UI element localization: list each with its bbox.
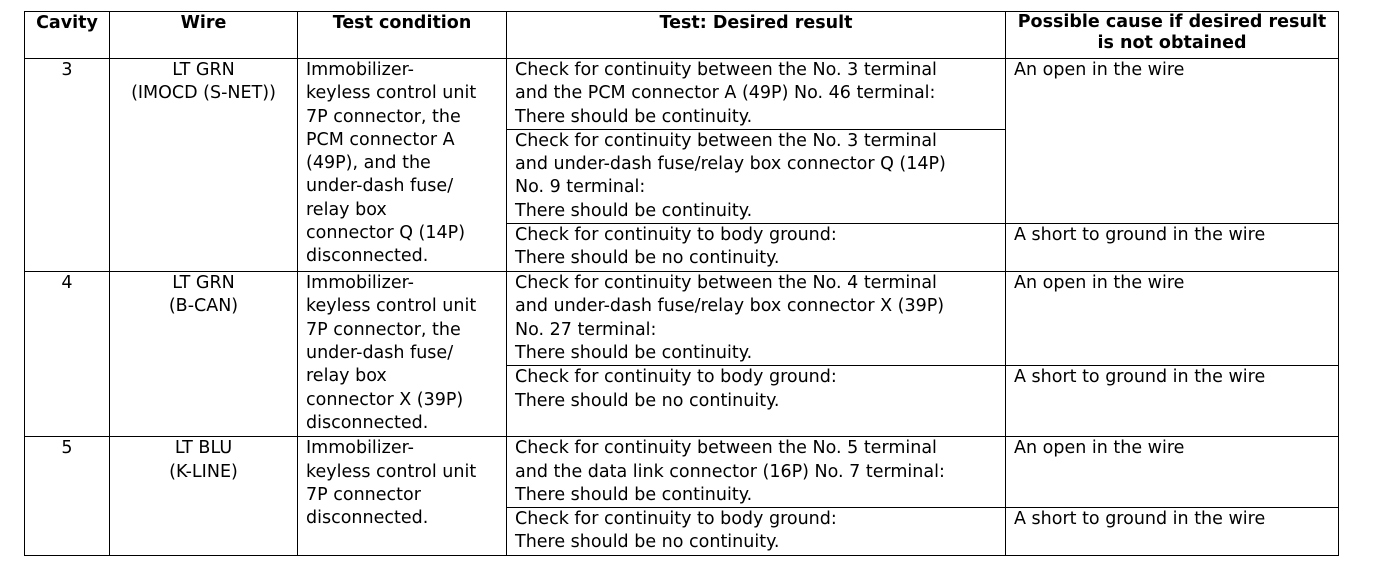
wire-signal: (IMOCD (S-NET))	[131, 83, 276, 104]
possible-cause: A short to ground in the wire	[1006, 224, 1339, 272]
wire-color: LT GRN	[172, 273, 235, 294]
cavity-number: 4	[25, 272, 110, 437]
possible-cause: An open in the wire	[1006, 59, 1339, 224]
desired-result: Check for continuity to body ground: There should be no continuity.	[507, 224, 1006, 272]
header-row	[25, 12, 1339, 59]
possible-cause: A short to ground in the wire	[1006, 508, 1339, 556]
desired-result: Check for continuity between the No. 3 terminal and the PCM connector A (49P) No. 46 terminal: There should be continuity.	[507, 59, 1006, 130]
header-test-condition: Test condition	[298, 12, 507, 59]
wire-color: LT GRN	[172, 60, 235, 80]
possible-cause: An open in the wire	[1006, 437, 1339, 508]
test-condition: Immobilizer- keyless control unit 7P connector, the PCM connector A (49P), and the under-dash fuse/ relay box connector Q (14P) disconnected.	[298, 59, 507, 272]
desired-result: Check for continuity between the No. 5 terminal and the data link connector (16P) No. 7 terminal: There should be continuity.	[507, 437, 1006, 508]
table-row	[25, 437, 1339, 508]
wire-cell	[110, 59, 298, 272]
wire-signal: (B-CAN)	[168, 296, 239, 317]
wire-signal: (K-LINE)	[169, 461, 238, 482]
desired-result: Check for continuity to body ground: There should be no continuity.	[507, 366, 1006, 437]
possible-cause: A short to ground in the wire	[1006, 366, 1339, 437]
possible-cause: An open in the wire	[1006, 272, 1339, 366]
wire-cell	[110, 437, 298, 555]
table-row	[25, 272, 1339, 366]
header-possible-cause: Possible cause if desired result is not obtained	[1006, 12, 1339, 59]
test-condition: Immobilizer- keyless control unit 7P connector, the under-dash fuse/ relay box connector X (39P) disconnected.	[298, 272, 507, 437]
test-condition: Immobilizer- keyless control unit 7P connector disconnected.	[298, 437, 507, 555]
troubleshooting-table	[24, 11, 1339, 556]
desired-result: Check for continuity between the No. 4 terminal and under-dash fuse/relay box connector X (39P) No. 27 terminal: There should be continuity.	[507, 272, 1006, 366]
header-wire: Wire	[110, 12, 298, 59]
header-desired-result: Test: Desired result	[507, 12, 1006, 59]
wire-color: LT BLU	[174, 438, 233, 459]
cavity-number: 3	[25, 59, 110, 272]
table-row	[25, 59, 1339, 130]
wire-cell	[110, 272, 298, 437]
desired-result: Check for continuity between the No. 3 terminal and under-dash fuse/relay box connector Q (14P) No. 9 terminal: There should be continuity.	[507, 129, 1006, 223]
desired-result: Check for continuity to body ground: There should be no continuity.	[507, 508, 1006, 556]
cavity-number: 5	[25, 437, 110, 555]
troubleshooting-table-container	[24, 11, 1339, 556]
header-cavity: Cavity	[25, 12, 110, 59]
